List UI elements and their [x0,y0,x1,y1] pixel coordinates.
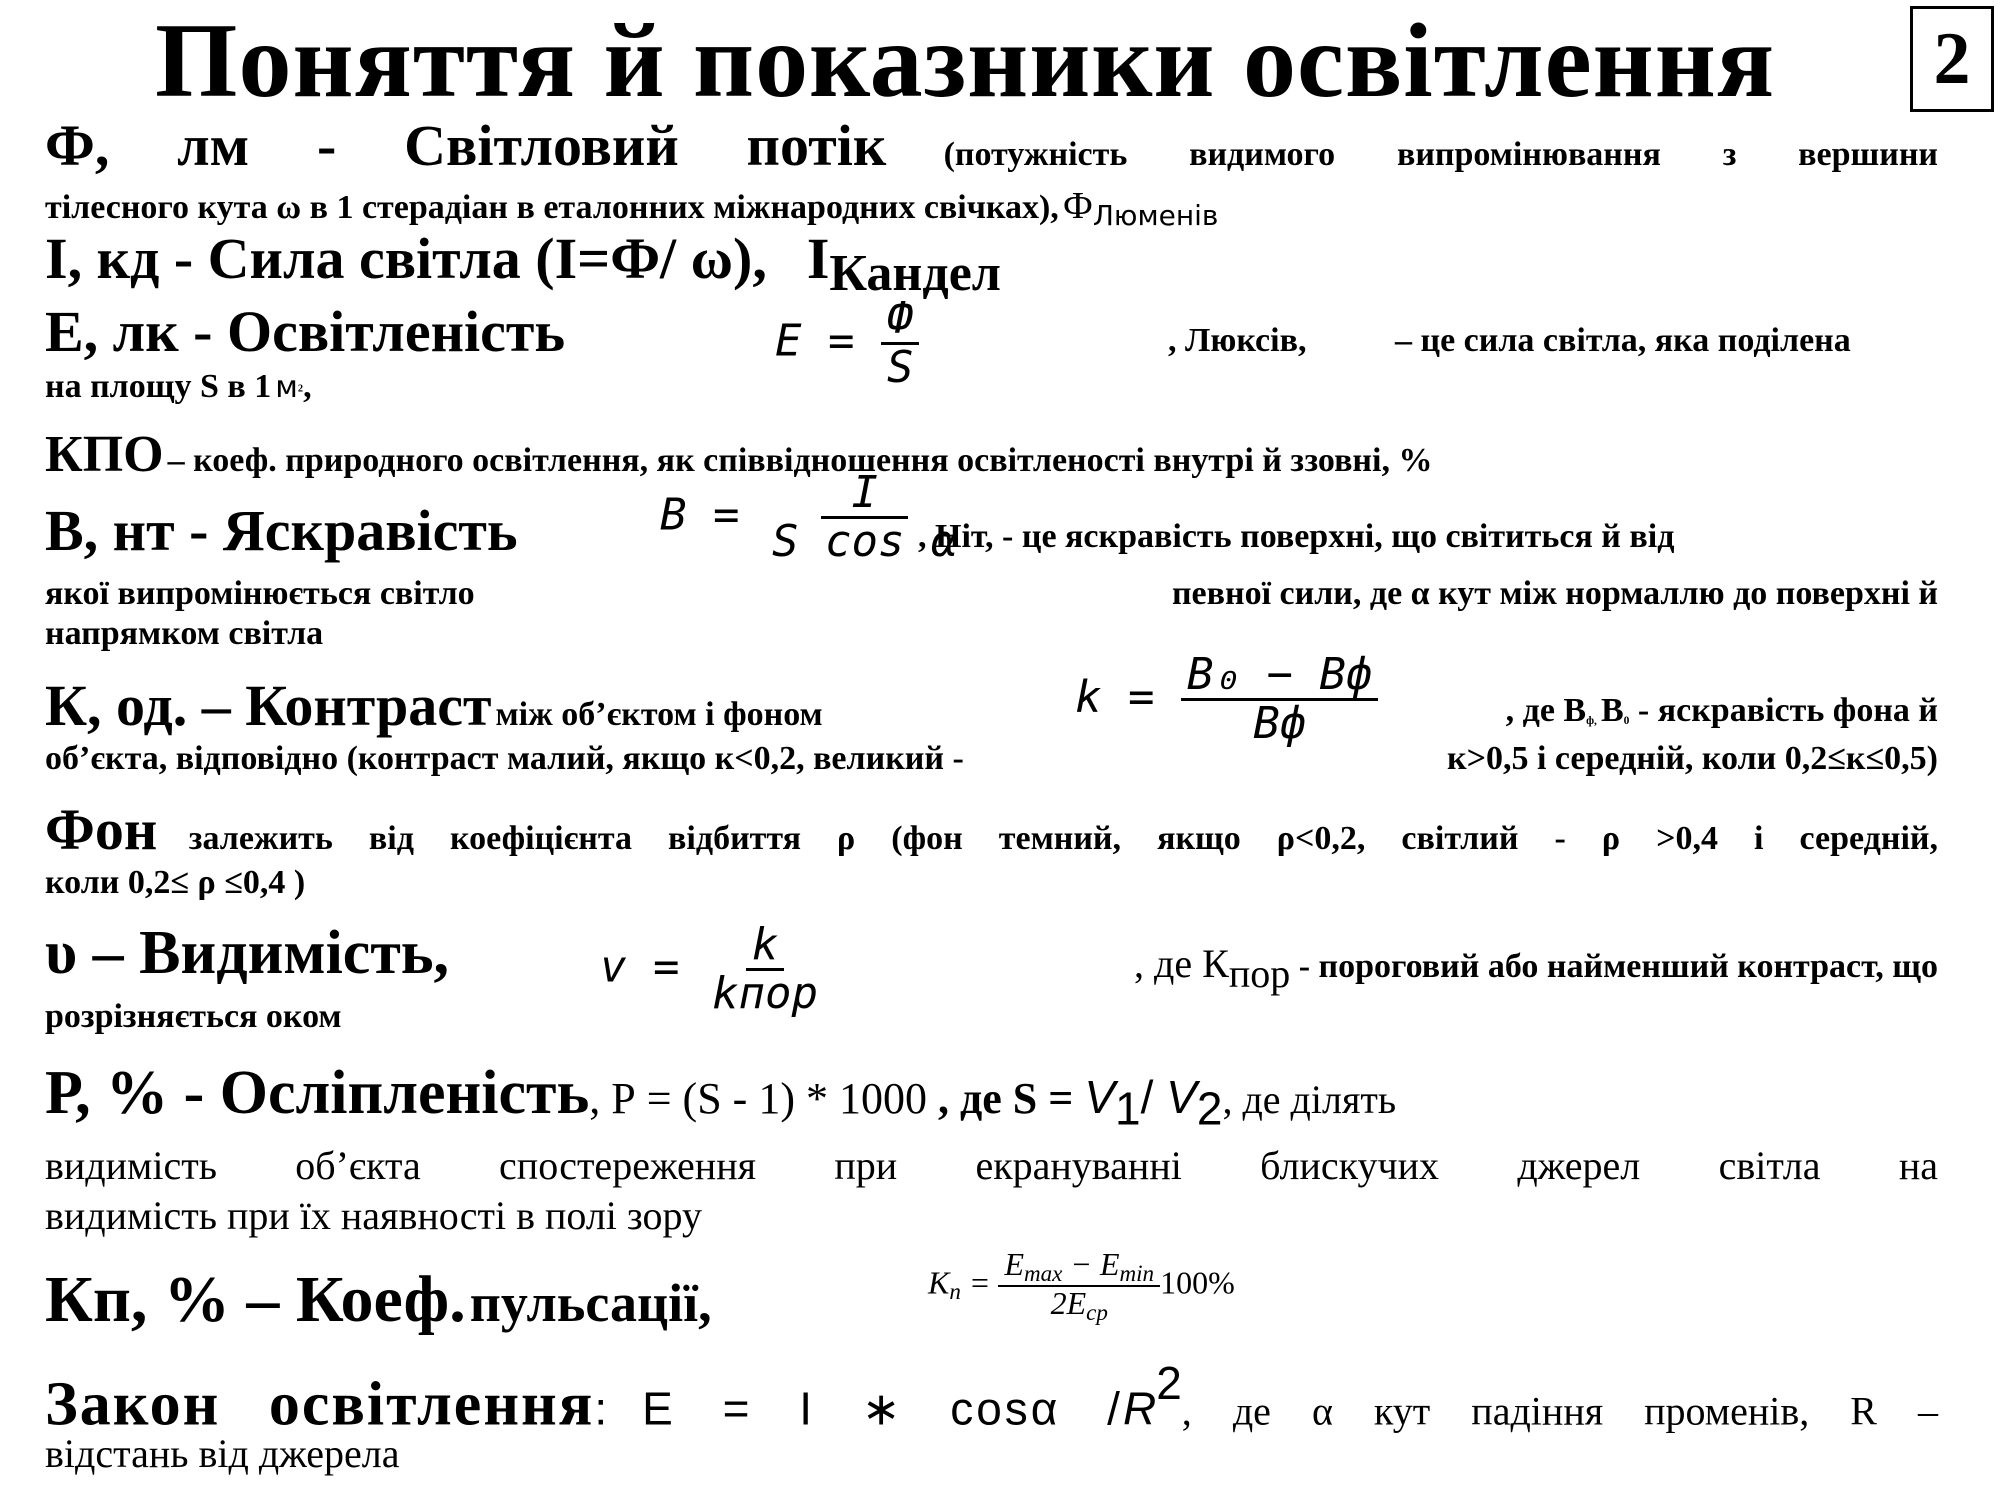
contrast-formula-den: Bф [1253,698,1307,750]
page-number: 2 [1910,6,1994,112]
illuminance-formula-num: Ф [881,296,920,345]
contrast-line-1 [45,672,823,739]
pulsation-heading: Кп, % – Коеф. [45,1263,466,1336]
intensity-symbol: І [806,226,830,291]
intensity-heading: І, кд - Сила світла (І=Ф/ ω), [45,226,767,291]
glare-desc-2: видимість при їх наявності в полі зору [45,1193,702,1238]
glare-line-1: Р, % - Осліпленість, Р = (S - 1) * 1000 , де S = V1/ V2, де ділять [45,1059,1397,1135]
visibility-heading-wrap [45,918,449,989]
flux-unit: Люменів [1092,199,1219,232]
brightness-heading: В, нт - Яскравість [45,498,518,563]
flux-heading: Ф, лм - Світловий потік [45,113,887,178]
contrast-formula-lhs: k = [1075,671,1155,723]
background-heading: Фон [45,797,158,862]
visibility-heading: υ – Видимість, [45,919,450,987]
illuminance-unit-m: м [275,370,298,405]
pulsation-heading-2: пульсації, [469,1273,712,1333]
contrast-desc-1-tail: , де $В_{ф,}$ $В_0$ - яскравість фона й [1505,692,1938,729]
brightness-desc-1: , Ніт, - це яскравість поверхні, що світиться й від [918,518,1675,555]
illuminance-comma: , [303,368,312,405]
background-desc-1: залежить від коефіцієнта відбиття ρ (фон темний, якщо ρ<0,2, світлий - ρ >0,4 і середній, [188,820,1938,857]
flux-desc-1: (потужність видимого випромінювання з вершини [943,136,1939,173]
contrast-formula [1075,649,1378,750]
glare-mid: , де S = [926,1074,1085,1123]
brightness-formula-lhs: B = [660,489,740,541]
law-formula: Е = І ∗ cosα / [642,1382,1123,1435]
flux-desc-2: тілесного кута ω в 1 стерадіан в еталонних міжнародних свічках), [45,189,1059,226]
brightness-formula-den: S cos α [771,516,958,568]
law-desc-2: відстань від джерела [45,1431,400,1476]
law-heading: Закон освітлення [45,1370,595,1439]
illuminance-formula [775,293,919,394]
law-desc-1: , де α кут падіння променів, R – [1181,1388,1938,1434]
contrast-desc-2b: к>0,5 і середній, коли 0,2≤к≤0,5) [1447,740,1938,777]
background-desc-2: коли 0,2≤ ρ ≤0,4 ) [45,864,306,901]
visibility-formula-num: k [746,922,785,971]
brightness-formula-num: I [821,470,908,519]
contrast-formula-num: B₀ − Bф [1181,652,1378,701]
illuminance-desc-2: на площу S в 1 [45,368,272,405]
illuminance-formula-lhs: E = [775,315,855,367]
illuminance-formula-den: S [886,342,914,394]
illuminance-line-2 [45,368,312,406]
intensity-line [45,225,1001,303]
illuminance-heading: Е, лк - Освітленість [45,299,566,364]
visibility-line-1-tail: , де Кпор - пороговий або найменший контраст, що [1134,941,1938,996]
page-title: Поняття й показники освітлення [155,2,1776,119]
background-line-1 [45,796,1938,863]
illuminance-heading-wrap [45,298,565,365]
brightness-desc-2b: певної сили, де α кут між нормаллю до поверхні й [1171,575,1938,612]
pulsation-formula-den: $2E_{ср}$ [1050,1284,1108,1325]
contrast-heading: К, од. – Контраст [45,673,492,738]
intensity-unit: Кандел [829,245,1001,302]
illuminance-desc-1: – це сила світла, яка поділена [1395,322,1851,359]
visibility-formula [600,919,824,1020]
brightness-desc-3: напрямком світла [45,615,324,652]
brightness-heading-wrap [45,497,518,564]
illuminance-unit: , Люксів, [1168,322,1307,359]
pulsation-heading-wrap [45,1262,712,1338]
contrast-desc-1a: між об’єктом і фоном [495,696,823,733]
glare-heading: Р, % - Осліпленість [45,1059,590,1127]
brightness-desc-2a: якої випромінюється світло [45,575,475,612]
flux-line-1 [45,112,1938,179]
kpo-heading: КПО [45,426,164,483]
glare-tail: , де ділять [1222,1077,1397,1122]
glare-desc-1: видимість об’єкта спостереження при екрануванні блискучих джерел світла на [45,1143,1938,1188]
visibility-desc-2: розрізняється оком [45,998,342,1035]
illuminance-sup: 2 [297,383,304,395]
visibility-formula-den: kпор [711,968,818,1020]
flux-symbol: Ф [1062,185,1093,227]
pulsation-formula-num: $E_{max} - E_{min}$ [998,1248,1160,1287]
kpo-desc: – коеф. природного освітлення, як співвідношення освітленості внутрі й ззовні, % [167,442,1433,479]
glare-formula: , Р = (S - 1) * 1000 [589,1074,927,1123]
law-line-1: Закон освітлення: Е = І ∗ cosα /R2, де α кут падіння променів, R – [45,1357,1938,1439]
pulsation-formula: $K_п$ = $\frac{E_{max} - E_{min}}{2E_{ср}}$ 100% [928,1246,1235,1325]
visibility-formula-lhs: v = [600,941,680,993]
contrast-desc-2a: об’єкта, відповідно (контраст малий, якщо к<0,2, великий - [45,740,964,777]
